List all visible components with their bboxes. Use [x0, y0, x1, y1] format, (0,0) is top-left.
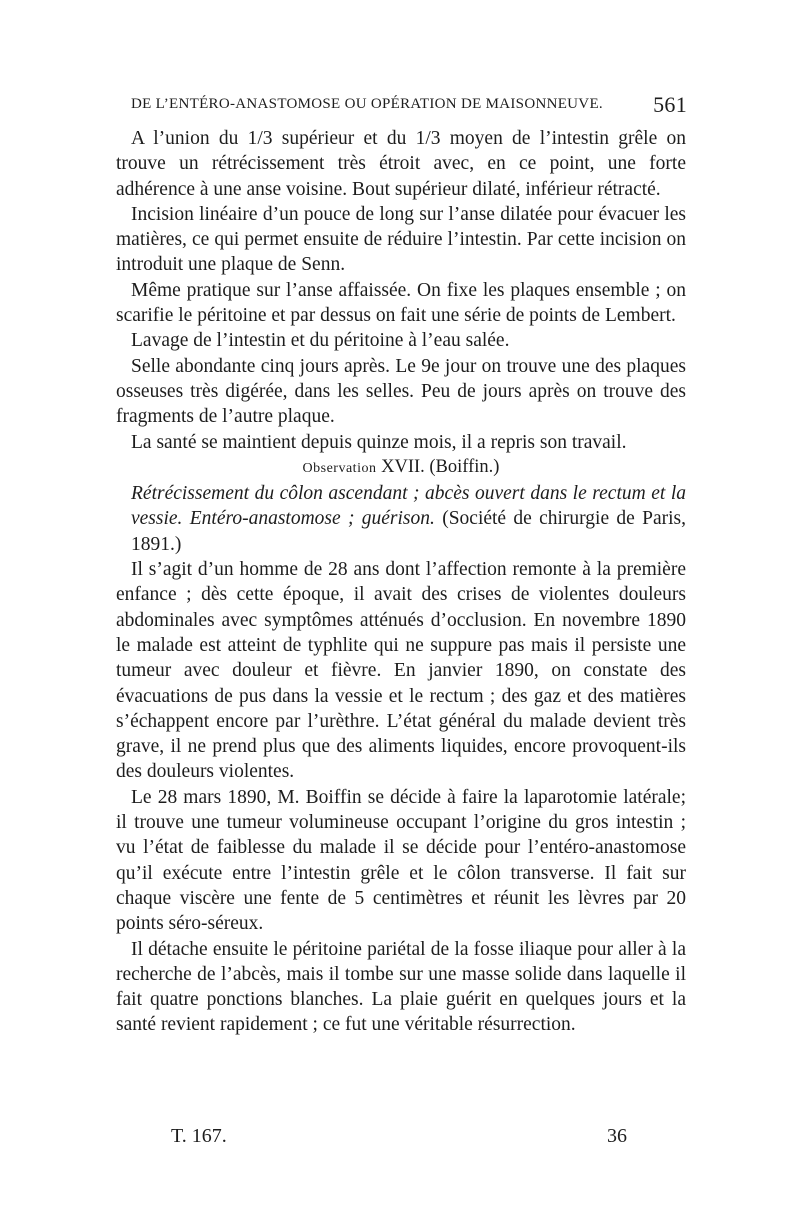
body-text: [116, 126, 686, 1038]
folio-number: 36: [607, 1125, 627, 1147]
observation-number: XVII. (Boiffin.): [381, 456, 500, 477]
page-number: 561: [653, 92, 687, 117]
paragraph: Selle abondante cinq jours après. Le 9e jour on trouve une des plaques osseuses très digérée, dans les selles. Peu de jours après on trouve des fragments de l’autre plaque.: [116, 355, 686, 428]
printer-signature: T. 167.: [171, 1125, 227, 1147]
running-header: [131, 92, 687, 117]
paragraph: Il s’agit d’un homme de 28 ans dont l’affection remonte à la première enfance ; dès cette époque, il avait des crises de violentes douleurs abdominales avec symptômes atténués d’occlusion. En novembre 1890 le malade est atteint de typhlite qui ne suppure pas mais il persiste une tumeur avec douleur et fièvre. En janvier 1890, on constate des évacuations de pus dans la vessie et le rectum ; des gaz et des matières s’échappent encore par l’urèthre. L’état général du malade devient très grave, il ne prend plus que des aliments liquides, encore provoquent-ils des douleurs violentes.: [116, 559, 686, 783]
observation-subtitle: [116, 481, 686, 557]
paragraph: Le 28 mars 1890, M. Boiffin se décide à faire la laparotomie latérale; il trouve une tumeur volumineuse occupant l’origine du gros intestin ; vu l’état de faiblesse du malade il se décide pour l’entéro-anastomose qu’il exécute entre l’intestin grêle et le côlon transverse. Il fait sur chaque viscère une fente de 5 centimètres et réunit les lèvres par 20 points séro-séreux.: [116, 786, 686, 935]
paragraph: A l’union du 1/3 supérieur et du 1/3 moyen de l’intestin grêle on trouve un rétrécissement très étroit avec, en ce point, une forte adhérence à une anse voisine. Bout supérieur dilaté, inférieur rétracté.: [116, 128, 686, 200]
paragraph: La santé se maintient depuis quinze mois, il a repris son travail.: [131, 431, 627, 453]
observation-source: (Société de chirurgie de Paris, 1891.): [131, 508, 687, 555]
observation-heading: [116, 455, 686, 481]
running-title: DE L’ENTÉRO-ANASTOMOSE OU OPÉRATION DE MAISONNEUVE.: [131, 96, 603, 112]
paragraph: Il détache ensuite le péritoine pariétal de la fosse iliaque pour aller à la recherche de l’abcès, mais il tombe sur une masse solide dans laquelle il fait quatre ponctions blanches. La plaie guérit en quelques jours et la santé revient rapidement ; ce fut une véritable résurrection.: [116, 938, 686, 1036]
paragraph: Lavage de l’intestin et du péritoine à l’eau salée.: [131, 330, 510, 352]
observation-subtitle-italic: Rétrécissement du côlon ascendant ; abcès ouvert dans le rectum et la vessie. Entéro-anastomose ; guérison.: [131, 483, 686, 530]
observation-label: Observation: [302, 460, 377, 476]
paragraph: Même pratique sur l’anse affaissée. On fixe les plaques ensemble ; on scarifie le péritoine et par dessus on fait une série de points de Lembert.: [116, 279, 686, 327]
paragraph: Incision linéaire d’un pouce de long sur l’anse dilatée pour évacuer les matières, ce qui permet ensuite de réduire l’intestin. Par cette incision on introduit une plaque de Senn.: [116, 203, 686, 276]
